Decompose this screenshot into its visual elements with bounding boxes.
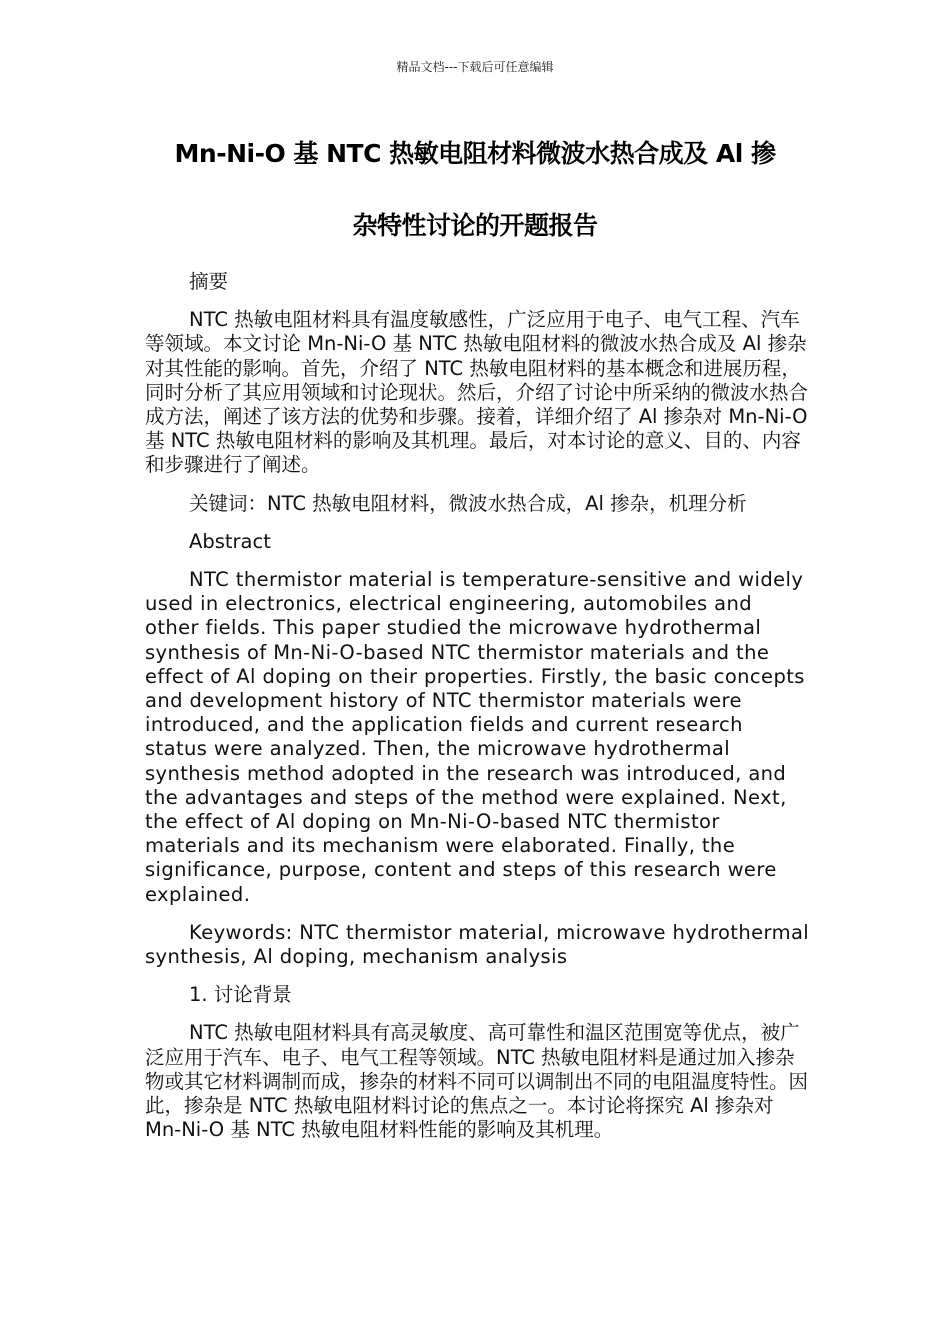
document-body: [145, 270, 810, 1157]
abstract-paragraph-cn: NTC 热敏电阻材料具有温度敏感性，广泛应用于电子、电气工程、汽车等领域。本文讨论 Mn-Ni-O 基 NTC 热敏电阻材料的微波水热合成及 Al 掺杂对其性能的影响。首先，介绍了 NTC 热敏电阻材料的基本概念和进展历程，同时分析了其应用领域和讨论现状。然后，介绍了讨论中所采纳的微波水热合成方法，阐述了该方法的优势和步骤。接着，详细介绍了 Al 掺杂对 Mn-Ni-O 基 NTC 热敏电阻材料的影响及其机理。最后，对本讨论的意义、目的、内容和步骤进行了阐述。: [145, 308, 809, 477]
keywords-cn: 关键词：NTC 热敏电阻材料，微波水热合成，Al 掺杂，机理分析: [189, 491, 747, 515]
document-title: [110, 118, 840, 262]
abstract-heading-en: Abstract: [189, 529, 271, 553]
abstract-paragraph-en: NTC thermistor material is temperature-sensitive and widely used in electronics, electrical engineering, automobiles and other fields. This paper studied the microwave hydrothermal synthesis of Mn-Ni-O-based NTC thermistor materials and the effect of Al doping on their properties. Firstly, the basic concepts and development history of NTC thermistor materials were introduced, and the application fields and current research status were analyzed. Then, the microwave hydrothermal synthesis method adopted in the research was introduced, and the advantages and steps of the method were explained. Next, the effect of Al doping on Mn-Ni-O-based NTC thermistor materials and its mechanism were elaborated. Finally, the significance, purpose, content and steps of this research were explained.: [145, 568, 805, 906]
page-header: 精品文档---下载后可任意编辑: [396, 60, 554, 74]
abstract-heading-cn: 摘要: [189, 270, 229, 293]
keywords-en: Keywords: NTC thermistor material, microwave hydrothermal synthesis, Al doping, mechanism analysis: [145, 920, 810, 969]
section-1-paragraph: NTC 热敏电阻材料具有高灵敏度、高可靠性和温区范围宽等优点，被广泛应用于汽车、电子、电气工程等领域。NTC 热敏电阻材料是通过加入掺杂物或其它材料调制而成，掺杂的材料不同可以调制出不同的电阻温度特性。因此，掺杂是 NTC 热敏电阻材料讨论的焦点之一。本讨论将探究 Al 掺杂对 Mn-Ni-O 基 NTC 热敏电阻材料性能的影响及其机理。: [145, 1021, 809, 1142]
title-line-2: 杂特性讨论的开题报告: [352, 211, 598, 240]
title-line-1: Mn-Ni-O 基 NTC 热敏电阻材料微波水热合成及 Al 掺: [174, 139, 776, 168]
section-1-heading: 1. 讨论背景: [189, 983, 292, 1007]
